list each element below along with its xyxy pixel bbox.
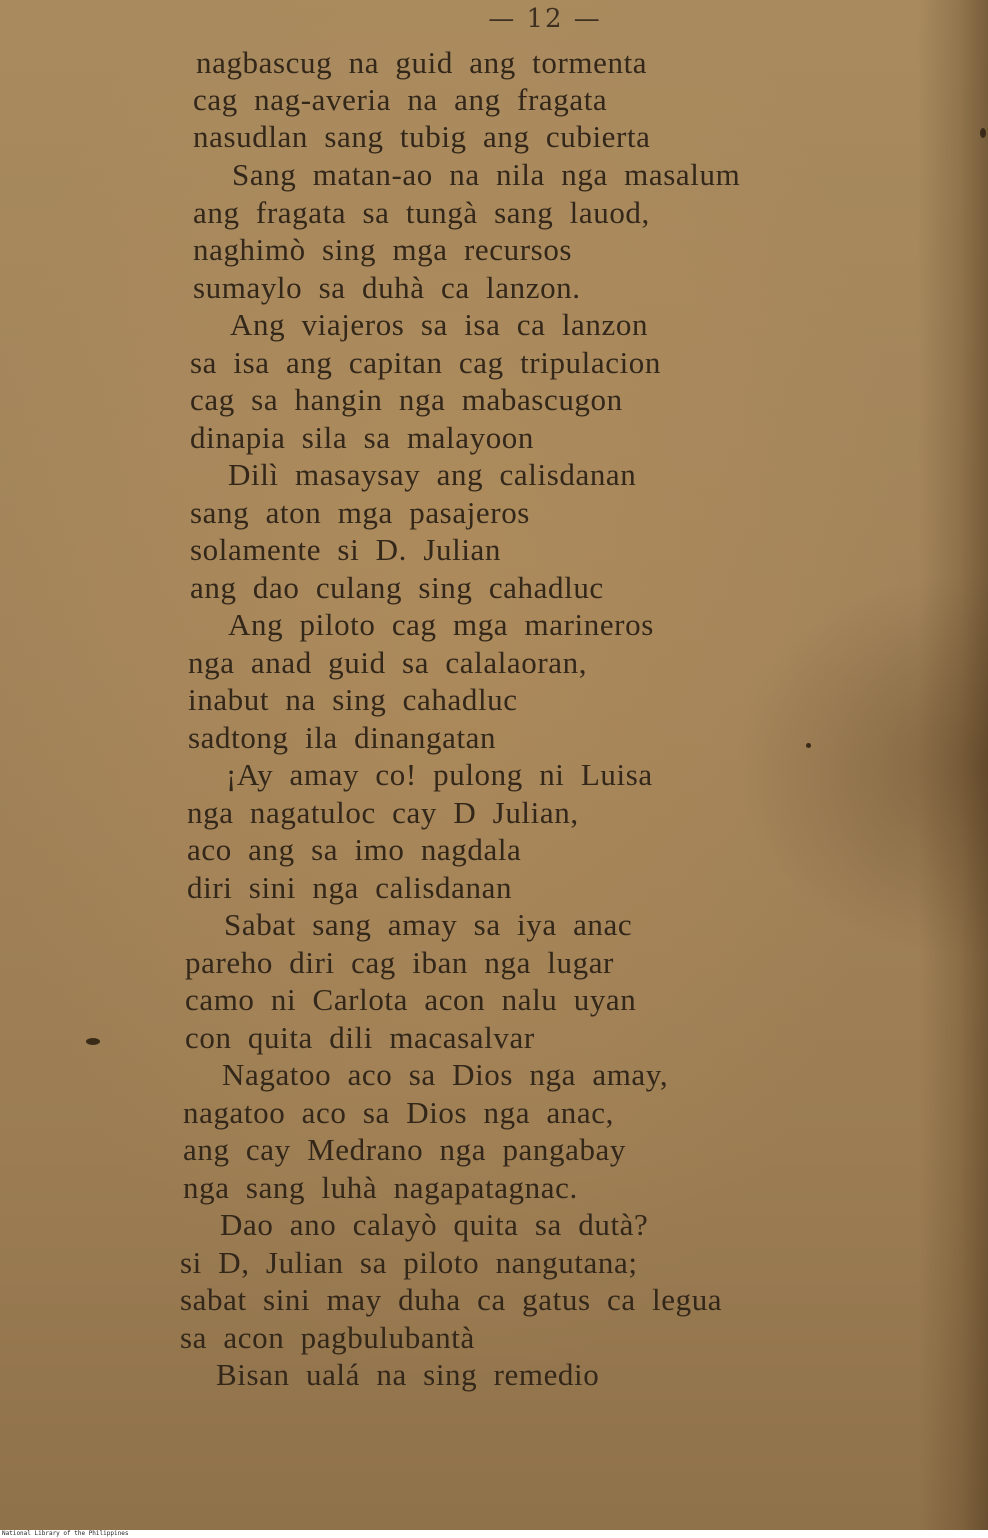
poem-line: nga sang luhà nagapatagnac. <box>183 1170 578 1205</box>
poem-line: inabut na sing cahadluc <box>188 682 518 717</box>
footer-strip <box>0 1530 988 1538</box>
poem-line: nga anad guid sa calalaoran, <box>188 645 588 680</box>
poem-line: si D, Julian sa piloto nangutana; <box>180 1245 638 1280</box>
poem-line: Nagatoo aco sa Dios nga amay, <box>222 1057 669 1092</box>
poem-line: nagatoo aco sa Dios nga anac, <box>183 1095 614 1130</box>
poem-line: Ang piloto cag mga marineros <box>228 607 654 642</box>
poem-line: cag sa hangin nga mabascugon <box>190 382 623 417</box>
poem-line: Dao ano calayò quita sa dutà? <box>220 1207 649 1242</box>
poem-line: nasudlan sang tubig ang cubierta <box>193 119 651 154</box>
poem-line: Ang viajeros sa isa ca lanzon <box>230 307 649 342</box>
poem-line: sumaylo sa duhà ca lanzon. <box>193 270 581 305</box>
poem-line: solamente si D. Julian <box>190 532 501 567</box>
poem-line: naghimò sing mga recursos <box>193 232 573 267</box>
poem-line: cag nag-averia na ang fragata <box>193 82 608 117</box>
poem-line: Dilì masaysay ang calisdanan <box>228 457 637 492</box>
poem-line: diri sini nga calisdanan <box>187 870 513 905</box>
poem-line: aco ang sa imo nagdala <box>187 832 522 867</box>
poem-line: nagbascug na guid ang tormenta <box>196 45 648 80</box>
poem-line: Sabat sang amay sa iya anac <box>224 907 633 942</box>
poem-line: ang cay Medrano nga pangabay <box>183 1132 627 1167</box>
ink-speck <box>86 1038 100 1045</box>
poem-line: sabat sini may duha ca gatus ca legua <box>180 1282 723 1317</box>
ink-speck <box>806 743 811 748</box>
poem-line: ang dao culang sing cahadluc <box>190 570 604 605</box>
poem-line: ang fragata sa tungà sang lauod, <box>193 195 650 230</box>
poem-line: nga nagatuloc cay D Julian, <box>187 795 579 830</box>
ink-speck <box>980 128 986 138</box>
poem-line: sang aton mga pasajeros <box>190 495 530 530</box>
footer-credit: National Library of the Philippines <box>2 1530 129 1537</box>
poem-line: con quita dili macasalvar <box>185 1020 535 1055</box>
page-edge-shadow <box>918 0 988 1530</box>
poem-line: pareho diri cag iban nga lugar <box>185 945 614 980</box>
poem-line: dinapia sila sa malayoon <box>190 420 535 455</box>
poem-line: sa acon pagbulubantà <box>180 1320 475 1355</box>
poem-line: sadtong ila dinangatan <box>188 720 497 755</box>
poem-line: sa isa ang capitan cag tripulacion <box>190 345 661 380</box>
poem-line: ¡Ay amay co! pulong ni Luisa <box>226 757 653 792</box>
poem-line: camo ni Carlota acon nalu uyan <box>185 982 637 1017</box>
poem-line: Sang matan-ao na nila nga masalum <box>232 157 741 192</box>
poem-line: Bisan ualá na sing remedio <box>216 1357 600 1392</box>
page-number: — 12 — <box>488 4 602 34</box>
